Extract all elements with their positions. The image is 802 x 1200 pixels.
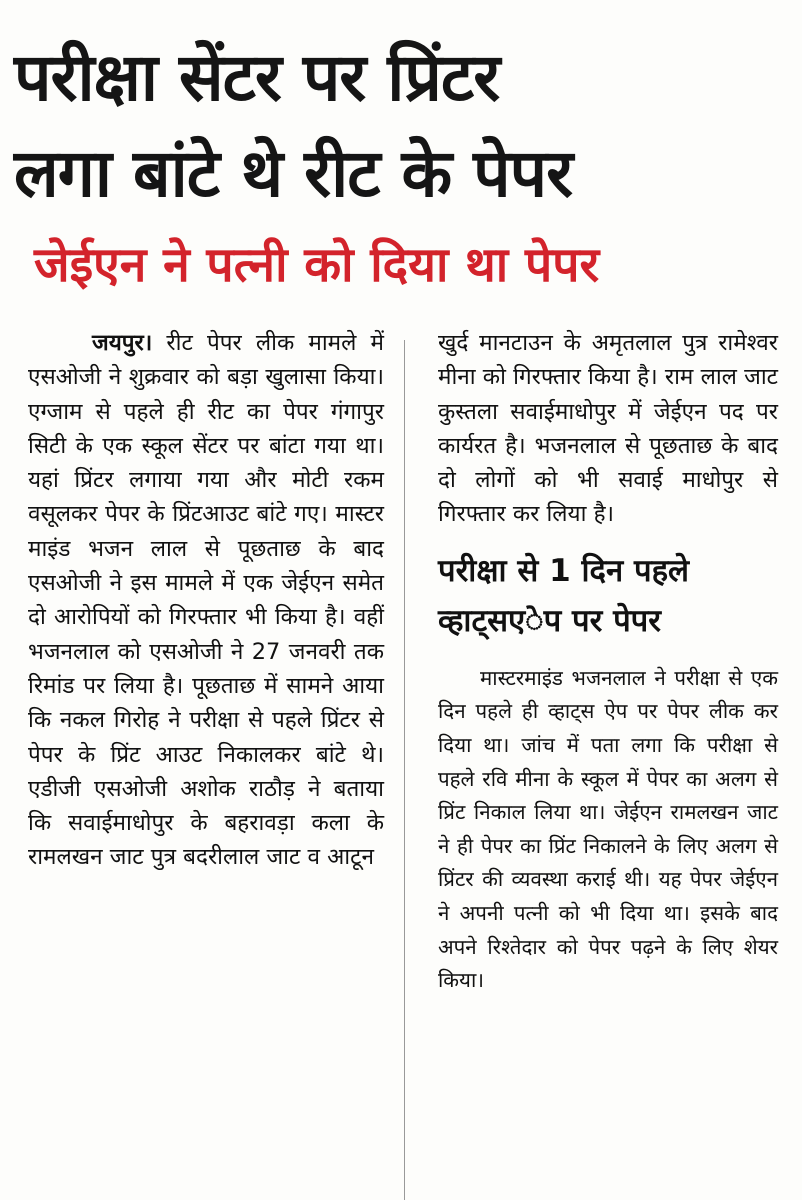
right-column-text: खुर्द मानटाउन के अमृतलाल पुत्र रामेश्वर मीना को गिरफ्तार किया है। राम लाल जाट कुस्तला सवाईमाधोपुर में जेईएन पद पर कार्यरत है। भजनलाल से पूछताछ के बाद दो लोगों को भी सवाई माधोपुर से गिरफ्तार कर लिया है।: [438, 330, 778, 528]
headline-line-2: लगा बांटे थे रीट के पेपर: [14, 135, 573, 212]
second-section-text: मास्टरमाइंड भजनलाल ने परीक्षा से एक दिन पहले ही व्हाट्स ऐप पर पेपर लीक कर दिया था। जांच में पता लगा कि परीक्षा से पहले रवि मीना के स्कूल में पेपर का अलग से प्रिंट निकाल लिया था। जेईएन रामलखन जाट ने ही पेपर का प्रिंट निकालने के लिए अलग से प्रिंटर की व्यवस्था कराई थी। यह पेपर जेईएन ने अपनी पत्नी को भी दिया था। इसके बाद अपने रिश्तेदार को पेपर पढ़ने के लिए शेयर किया।: [438, 665, 778, 993]
dateline: जयपुर।: [92, 330, 153, 356]
headline: [14, 30, 788, 222]
headline-line-1: परीक्षा सेंटर पर प्रिंटर: [14, 39, 500, 116]
crosshead: [438, 546, 778, 646]
left-column-text: रीट पेपर लीक मामले में एसओजी ने शुक्रवार को बड़ा खुलासा किया। एग्जाम से पहले ही रीट का पेपर गंगापुर सिटी के एक स्कूल सेंटर पर बांटा गया था। यहां प्रिंटर लगाया गया और मोटी रकम वसूलकर पेपर के प्रिंटआउट बांटे गए। मास्टर माइंड भजन लाल से पूछताछ के बाद एसओजी ने इस मामले में एक जेईएन समेत दो आरोपियों को गिरफ्तार भी किया है। वहीं भजनलाल को एसओजी ने 27 जनवरी तक रिमांड पर लिया है। पूछताछ में सामने आया कि नकल गिरोह ने परीक्षा से पहले प्रिंटर से पेपर के प्रिंट आउट निकालकर बांटे थे। एडीजी एसओजी अशोक राठौड़ ने बताया कि सवाईमाधोपुर के बहरावड़ा कला के रामलखन जाट पुत्र बदरीलाल जाट व आटून: [28, 330, 384, 871]
crosshead-line-1: परीक्षा से 1 दिन पहले: [438, 552, 690, 589]
crosshead-line-2: व्हाट्सएेप पर पेपर: [438, 602, 661, 639]
subheadline: जेईएन ने पत्नी को दिया था पेपर: [34, 237, 600, 293]
article-right-column: [438, 326, 778, 998]
article-left-column: [28, 326, 384, 875]
article-paragraph-1: [28, 326, 384, 875]
column-divider: [404, 340, 405, 1200]
